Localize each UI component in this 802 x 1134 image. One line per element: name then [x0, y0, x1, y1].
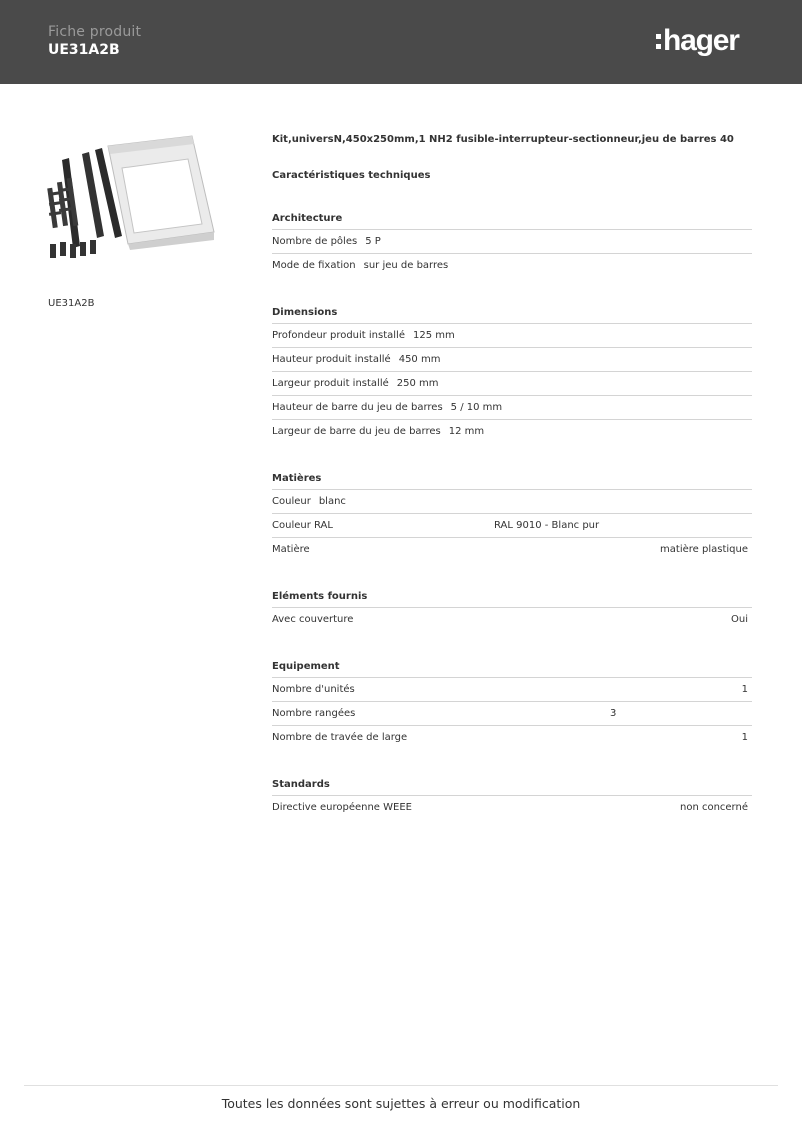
brand-name: hager — [663, 24, 739, 57]
spec-label: Avec couverture — [272, 614, 354, 625]
section-equipment — [272, 660, 752, 749]
spec-row — [272, 372, 752, 396]
logo-dots-icon — [656, 34, 661, 49]
spec-row — [272, 608, 752, 631]
spec-label: Largeur de barre du jeu de barres — [272, 426, 441, 437]
spec-value: blanc — [318, 496, 346, 507]
section-title: Matières — [272, 472, 752, 490]
spec-value: 12 mm — [448, 426, 485, 437]
spec-label: Mode de fixation — [272, 260, 356, 271]
spec-label: Profondeur produit installé — [272, 330, 405, 341]
image-caption: UE31A2B — [48, 298, 95, 309]
spec-value: 1 — [741, 732, 748, 743]
spec-row — [272, 490, 752, 514]
spec-value: non concerné — [679, 802, 748, 813]
spec-row — [272, 702, 752, 726]
hager-logo — [656, 24, 739, 58]
spec-row — [272, 796, 752, 819]
spec-row — [272, 254, 752, 277]
spec-value: 5 P — [365, 236, 381, 247]
spec-value: 125 mm — [412, 330, 455, 341]
product-reference: UE31A2B — [48, 42, 120, 58]
product-title: Kit,universN,450x250mm,1 NH2 fusible-interrupteur-sectionneur,jeu de barres 40 — [272, 134, 734, 145]
spec-label: Couleur — [272, 496, 311, 507]
spec-label: Couleur RAL — [272, 520, 333, 531]
spec-row — [272, 348, 752, 372]
section-title: Equipement — [272, 660, 752, 678]
section-title: Dimensions — [272, 306, 752, 324]
spec-label: Hauteur produit installé — [272, 354, 391, 365]
spec-label: Directive européenne WEEE — [272, 802, 412, 813]
section-supplied-items — [272, 590, 752, 631]
section-title: Eléments fournis — [272, 590, 752, 608]
product-specifications — [272, 133, 752, 819]
document-type: Fiche produit — [48, 24, 142, 40]
section-standards — [272, 778, 752, 819]
footer-disclaimer: Toutes les données sont sujettes à erreur ou modification — [221, 1096, 581, 1111]
section-dimensions — [272, 306, 752, 443]
spec-value: 5 / 10 mm — [450, 402, 503, 413]
spec-value: Oui — [731, 614, 748, 625]
spec-row — [272, 324, 752, 348]
footer-divider — [24, 1085, 778, 1086]
spec-label: Nombre d'unités — [272, 684, 355, 695]
specs-heading: Caractéristiques techniques — [272, 170, 431, 181]
section-title: Standards — [272, 778, 752, 796]
spec-label: Matière — [272, 544, 310, 555]
spec-value: matière plastique — [660, 544, 748, 555]
spec-label: Hauteur de barre du jeu de barres — [272, 402, 443, 413]
section-title: Architecture — [272, 212, 752, 230]
spec-value: 1 — [741, 684, 748, 695]
section-materials — [272, 472, 752, 561]
page-header — [0, 0, 802, 84]
section-architecture — [272, 212, 752, 277]
spec-value: RAL 9010 - Blanc pur — [494, 520, 600, 531]
spec-label: Nombre rangées — [272, 708, 356, 719]
product-image — [42, 132, 217, 272]
spec-row — [272, 230, 752, 254]
spec-value: 250 mm — [396, 378, 439, 389]
spec-row — [272, 396, 752, 420]
spec-value: 3 — [610, 708, 617, 719]
spec-row — [272, 726, 752, 749]
spec-value: 450 mm — [398, 354, 441, 365]
spec-value: sur jeu de barres — [363, 260, 449, 271]
spec-label: Nombre de travée de large — [272, 732, 408, 743]
spec-label: Nombre de pôles — [272, 236, 358, 247]
spec-row — [272, 678, 752, 702]
spec-row — [272, 514, 752, 538]
spec-label: Largeur produit installé — [272, 378, 389, 389]
spec-row — [272, 420, 752, 443]
spec-row — [272, 538, 752, 561]
